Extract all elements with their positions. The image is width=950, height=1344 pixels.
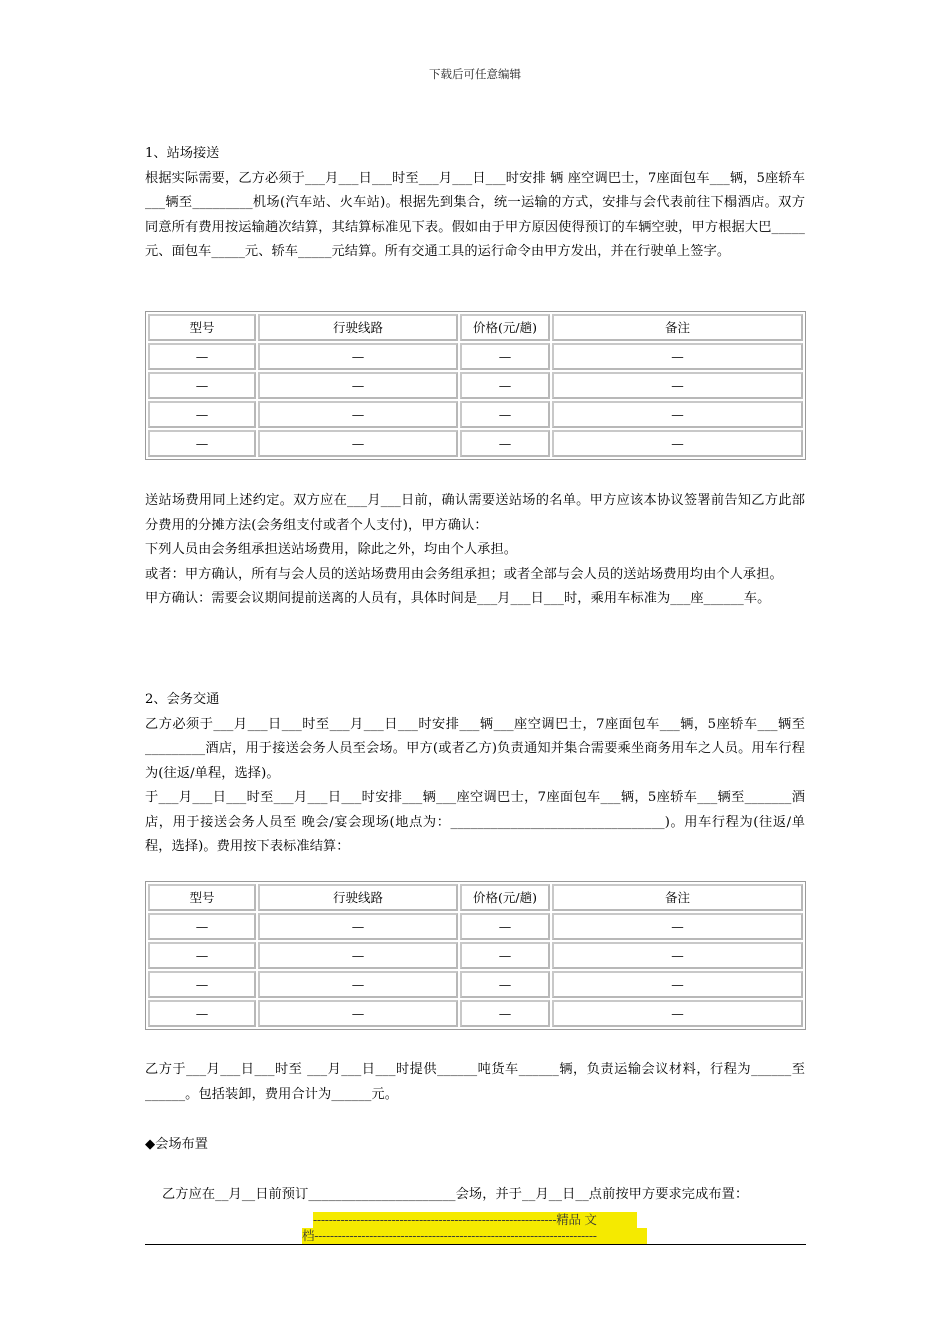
table-cell: — [460, 401, 550, 428]
table-row [148, 971, 803, 998]
section-title-station: 1、站场接送 [145, 146, 220, 161]
section-venue-body [162, 1183, 802, 1208]
table-cell: — [460, 1000, 550, 1027]
col-header-model: 型号 [148, 314, 256, 341]
footer-watermark-line-1: --------------------------------------------------------------精品 文 [313, 1212, 637, 1228]
col-header-route: 行驶线路 [258, 884, 458, 911]
send-off-paragraph-4: 甲方确认：需要会议期间提前送离的人员有，具体时间是___月___日___时，乘用车标准为___座______车。 [145, 591, 771, 606]
table-header-row [148, 314, 803, 341]
fare-table-1 [145, 311, 806, 460]
table-row [148, 401, 803, 428]
table-row [148, 942, 803, 969]
table-cell: — [258, 430, 458, 457]
table-cell: — [148, 372, 256, 399]
page-header: 下载后可任意编辑 [429, 67, 521, 81]
table-row [148, 913, 803, 940]
table-cell: — [552, 430, 803, 457]
send-off-paragraph-1: 送站场费用同上述约定。双方应在___月___日前，确认需要送站场的名单。甲方应该本协议签署前告知乙方此部分费用的分摊方法(会务组支付或者个人支付)，甲方确认： [145, 493, 805, 533]
table-cell: — [460, 942, 550, 969]
table-row [148, 1000, 803, 1027]
table-row [148, 430, 803, 457]
table-cell: — [460, 372, 550, 399]
table-cell: — [460, 913, 550, 940]
table-header-row [148, 884, 803, 911]
cargo-paragraph: 乙方于___月___日___时至 ___月___日___时提供______吨货车______辆，负责运输会议材料，行程为______至______。包括装卸，费用合计为______元。 [145, 1062, 805, 1102]
send-off-paragraph-3: 或者：甲方确认，所有与会人员的送站场费用由会务组承担；或者全部与会人员的送站场费用均由个人承担。 [145, 566, 783, 582]
section-conference-transport [145, 688, 805, 860]
col-header-route: 行驶线路 [258, 314, 458, 341]
table-cell: — [552, 913, 803, 940]
table-cell: — [552, 942, 803, 969]
table-cell: — [148, 430, 256, 457]
col-header-price: 价格(元/趟) [460, 884, 550, 911]
col-header-remark: 备注 [552, 314, 803, 341]
table-cell: — [552, 1000, 803, 1027]
table-cell: — [148, 942, 256, 969]
table-cell: — [460, 971, 550, 998]
section-title-conference: 2、会务交通 [145, 692, 220, 707]
section-station-transfer [145, 142, 805, 265]
table-cell: — [148, 343, 256, 370]
table-cell: — [258, 1000, 458, 1027]
table-cell: — [460, 430, 550, 457]
col-header-model: 型号 [148, 884, 256, 911]
col-header-remark: 备注 [552, 884, 803, 911]
table-cell: — [258, 343, 458, 370]
table-cell: — [552, 401, 803, 428]
table-cell: — [148, 401, 256, 428]
station-transfer-paragraph: 根据实际需要，乙方必须于___月___日___时至___月___日___时安排 辆 座空调巴士，7座面包车___辆，5座轿车___辆至_________机场(汽车站、火车站)。根据先到集合，统一运输的方式，安排与会代表前往下榻酒店。双方同意所有费用按运输趟次结算，其结算标准见下表。假如由于甲方原因使得预订的车辆空驶，甲方根据大巴_____元、面包车_____元、轿车_____元结算。所有交通工具的运行命令由甲方发出，并在行驶单上签字。 [145, 170, 805, 259]
venue-paragraph: 乙方应在__月__日前预订______________________会场，并于__月__日__点前按甲方要求完成布置： [162, 1187, 749, 1202]
footer-watermark-line-2: 档------------------------------------------------------------------------ [302, 1228, 647, 1244]
table-cell: — [258, 942, 458, 969]
section-venue [145, 1133, 805, 1158]
table-cell: — [258, 372, 458, 399]
table-cell: — [258, 913, 458, 940]
table-cell: — [148, 1000, 256, 1027]
table-cell: — [258, 401, 458, 428]
col-header-price: 价格(元/趟) [460, 314, 550, 341]
table-row [148, 343, 803, 370]
section-send-off [145, 489, 805, 612]
table-cell: — [148, 913, 256, 940]
table-cell: — [552, 971, 803, 998]
table-cell: — [552, 343, 803, 370]
conference-transport-paragraph-2: 于___月___日___时至___月___日___时安排___辆___座空调巴士，7座面包车___辆，5座轿车___辆至_______酒店，用于接送会务人员至 晚会/宴会现场(地点为：________________________________)。用车行程为(往返/单程，选择)。费用按下表标准结算： [145, 790, 805, 854]
conference-transport-paragraph-1: 乙方必须于___月___日___时至___月___日___时安排___辆___座空调巴士，7座面包车___辆，5座轿车___辆至_________酒店，用于接送会务人员至会场。甲方(或者乙方)负责通知并集合需要乘坐商务用车之人员。用车行程为(往返/单程，选择)。 [145, 716, 805, 781]
table-cell: — [552, 372, 803, 399]
fare-table-2 [145, 881, 806, 1030]
send-off-paragraph-2: 下列人员由会务组承担送站场费用，除此之外，均由个人承担。 [145, 542, 518, 557]
table-cell: — [460, 343, 550, 370]
footer-divider [145, 1244, 806, 1245]
table-row [148, 372, 803, 399]
section-cargo [145, 1058, 805, 1107]
table-cell: — [258, 971, 458, 998]
section-title-venue: ◆会场布置 [145, 1137, 208, 1152]
table-cell: — [148, 971, 256, 998]
